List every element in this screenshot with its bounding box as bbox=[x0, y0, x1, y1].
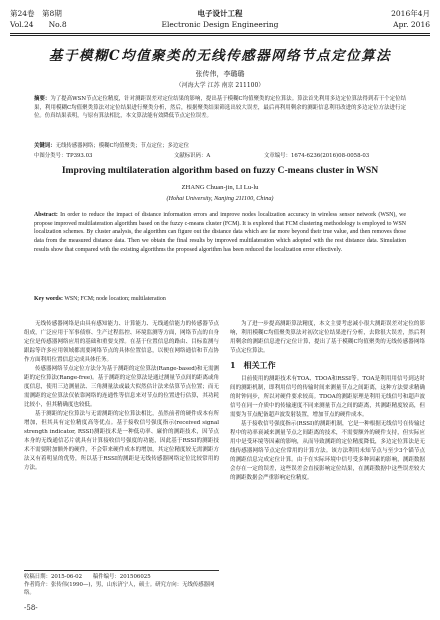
footnote bbox=[24, 570, 219, 598]
journal-name bbox=[10, 8, 430, 30]
body-column-left bbox=[24, 320, 219, 473]
body-paragraph: 传感器网络节点定位方法分为基于测距的定位算法(Range-based)和无需测距的定位算法(Range-free)。基于测距的定位算法是通过测量节点间的距离或角度信息，使用三边测量法、三角测量法或最大似然估计法来估算节点位置；而无需测距的定位算法仅依靠网络的连通性等信息来对节点的位置进行估算，其功耗比较小，但其精确度也较低。 bbox=[24, 366, 219, 408]
journal-name-cn: 电子设计工程 bbox=[197, 9, 243, 18]
keywords-en-label: Key words: bbox=[34, 296, 63, 302]
article-number: 文章编号：1674-6236(2016)08-0058-03 bbox=[264, 153, 370, 159]
issue-date-en: Apr. 2016 bbox=[393, 20, 430, 29]
section-heading: 1 相关工作 bbox=[230, 360, 276, 370]
keywords-cn-text: 无线传感器网络；模糊C均值聚类；节点定位；多边定位 bbox=[55, 143, 190, 149]
journal-name-en: Electronic Design Engineering bbox=[161, 20, 279, 29]
keywords-cn-label: 关键词： bbox=[34, 143, 56, 149]
affiliation-en: (Hohai University, Nanjing 211100, China) bbox=[166, 195, 274, 202]
issue-date-cn: 2016年4月 bbox=[391, 9, 430, 18]
body-paragraph: 基于测距的定位算法与无需测距的定位算法相比，虽然前者的硬件成本有所增加，但其具有定位精度高等优点。基于接收信号强度指示(received signal strength indicator, RSSI)测距技术是一种低功率、廉价的测距技术，因节点本身的无线通信芯片就具有计算接收信号强度的功能，因此基于RSSI的测距技术不需要附加额外的硬件，不会带来硬件成本的增加，其定位精度较无需测距方法又有着明显的优势，所以基于RSSI的测距是无线传感器网络定位比较常用的方法。 bbox=[24, 411, 219, 471]
keywords-en bbox=[34, 296, 406, 302]
abstract-en-text: In order to reduce the impact of distance information errors and improve nodes localization accuracy in wireless sensor network (WSN), we propose improved multilateration algorithm based on the fuzzy c-means cluster (FCM). It is explored that FCM clustering methodology is employed to WSN localization schemes. By cluster analysis, the algorithm can figure out the distance data which are far more beyond their true value, and then removes those data from the measured distance data. Then we obtain the final results by improved multilateration which adopted with the rest distance data. Simulation results show that compared with the existing algorithms the proposed algorithm has been reduced the localization error effectively. bbox=[34, 212, 407, 253]
footnote-received: 收稿日期：2015-06-02 稿件编号：201506025 bbox=[24, 574, 151, 580]
authors-cn: 张传伟，李璐璐 bbox=[195, 70, 245, 78]
page-header bbox=[10, 8, 430, 36]
abstract-en bbox=[34, 211, 406, 255]
keywords-cn bbox=[34, 141, 406, 149]
article-title-en: Improving multilateration algorithm based on fuzzy C-means cluster in WSN bbox=[61, 165, 379, 176]
body-paragraph: 为了进一步提高测距算法精度，本文主要考虑减小很大测距误差对定位的影响，利用模糊C均值聚类算法对初次定位结果进行分析，去除很大误差，然后利用剩余的测距信息进行定位计算，提出了基于模糊C均值聚类的无线传感器网络节点定位算法。 bbox=[230, 321, 425, 354]
volume-en: Vol.24 No.8 bbox=[10, 20, 67, 29]
document-code: 文献标识码：A bbox=[174, 153, 211, 159]
abstract-cn-label: 摘要： bbox=[34, 96, 51, 102]
body-paragraph: 目前使用的测距技术有TOA、TDOA和RSSI等。TOA是利用用信号到达时间的测距机制，即利用信号的传输时间来测量节点之间距离，这种方法要求精确的时钟同步，所以对硬件要求较高。TDOA的测距原理是利用无线信号和超声波信号在同一介质中的传输速度不同来测量节点之间的距离，其测距精度较高，但需要为节点配备超声波发射装置，增加节点的硬件成本。 bbox=[230, 376, 425, 418]
clc-number: 中图分类号：TP393.03 bbox=[34, 153, 93, 159]
volume-cn: 第24卷 第8期 bbox=[10, 9, 62, 18]
body-column-right bbox=[230, 320, 425, 483]
keywords-en-text: WSN; FCM; node location; multilateration bbox=[64, 296, 166, 302]
header-rule bbox=[10, 33, 430, 36]
abstract-cn bbox=[34, 95, 406, 121]
abstract-en-label: Abstract: bbox=[34, 212, 58, 218]
affiliation-cn: （河海大学 江苏 南京 211100） bbox=[175, 82, 265, 89]
page-number: -58- bbox=[24, 604, 38, 612]
article-title-cn: 基于模糊C均值聚类的无线传感器网络节点定位算法 bbox=[48, 48, 392, 64]
body-paragraph: 无线传感器网络是由具有感知能力、计算能力、无线通信能力的传感器节点组成，广泛应用于军事侦察、生产过程监控、环境监测等方面，网络节点的自身定位是传感器网络应用的基础和重要支撑。在基于位置信息的路由、目标监测与跟踪等许多应用领域都需要网络节点的具体位置信息，以便在网络通信和节点协作方面利用位置信息完成具体任务。 bbox=[24, 321, 219, 363]
body-paragraph: 基于接收信号强度指示(RSSI)的测距机制，它是一种根据无线信号在传输过程中的功率衰减来测量节点之间距离的技术，不需要额外的硬件支持，但实际应用中是受环境等因素的影响，从而导致测距的定位精度降低，多边定位算法是无线传感器网络节点定位常用的计算方法。该方法利用未知节点与至少3个锚节点的测距信息完成定位计算。由于在实际环境中信号受多种因素的影响，测距数据会存在一定的误差，这些误差会直接影响定位结果，在测距数据中这些误差较大的测距数据会严重影响定位精度。 bbox=[230, 421, 425, 481]
footnote-author-bio: 作者简介：张传伟(1990—)，男，山东济宁人，硕士。研究方向：无线传感器网络。 bbox=[24, 582, 215, 597]
authors-en: ZHANG Chuan-jin, LI Lu-lu bbox=[181, 184, 259, 191]
issue-date bbox=[391, 8, 430, 30]
abstract-cn-text: 为了提高WSN节点定位精度，针对测距误差对定位结果的影响，提出基于模糊C均值聚类的定位算法。算法首先利用多边定位算法得到若干个定位结果，利用模糊C均值聚类算法对定位结果进行聚类分析，然后，根据聚类结果筛选出较大误差，最后再利用剩余的测距信息利用改进的多边定位方法进行定位。仿真结果表明，与原有算法相比，本文算法能有效降低节点定位误差。 bbox=[34, 96, 406, 120]
